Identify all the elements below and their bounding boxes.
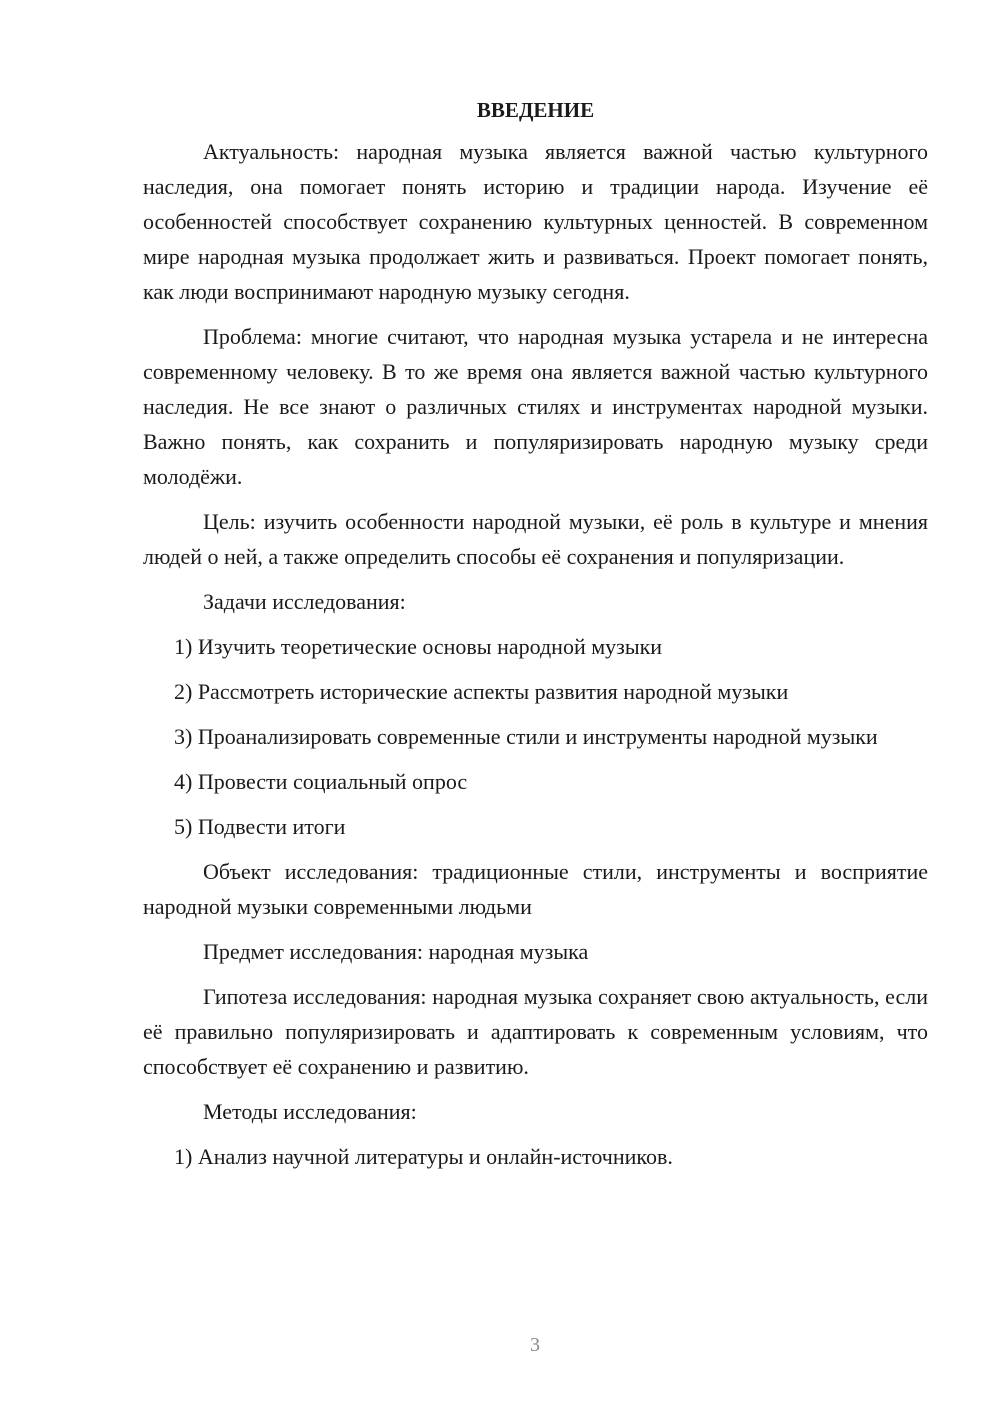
task-item: 2) Рассмотреть исторические аспекты развития народной музыки xyxy=(174,679,789,704)
problem-paragraph: Проблема: многие считают, что народная музыка устарела и не интересна современному человеку. В то же время она является важной частью культурного наследия. Не все знают о различных стилях и инструментах народной музыки. Важно понять, как сохранить и популяризировать народную музыку среди молодёжи. xyxy=(143,324,928,489)
tasks-heading: Задачи исследования: xyxy=(203,589,406,614)
relevance-paragraph: Актуальность: народная музыка является важной частью культурного наследия, она помогает понять историю и традиции народа. Изучение её особенностей способствует сохранению культурных ценностей. В современном мире народная музыка продолжает жить и развиваться. Проект помогает понять, как люди воспринимают народную музыку сегодня. xyxy=(143,139,928,304)
object-paragraph: Объект исследования: традиционные стили, инструменты и восприятие народной музыки современными людьми xyxy=(143,859,928,919)
task-item: 5) Подвести итоги xyxy=(174,814,346,839)
methods-heading: Методы исследования: xyxy=(203,1099,417,1124)
page-content xyxy=(143,96,928,1184)
method-item: 1) Анализ научной литературы и онлайн-источников. xyxy=(174,1144,673,1169)
task-item: 3) Проанализировать современные стили и инструменты народной музыки xyxy=(174,724,878,749)
goal-paragraph: Цель: изучить особенности народной музыки, её роль в культуре и мнения людей о ней, а также определить способы её сохранения и популяризации. xyxy=(143,509,928,569)
hypothesis-paragraph: Гипотеза исследования: народная музыка сохраняет свою актуальность, если её правильно популяризировать и адаптировать к современным условиям, что способствует её сохранению и развитию. xyxy=(143,984,928,1079)
page-number: 3 xyxy=(530,1334,540,1356)
section-title: ВВЕДЕНИЕ xyxy=(476,98,595,122)
task-item: 1) Изучить теоретические основы народной музыки xyxy=(174,634,663,659)
task-item: 4) Провести социальный опрос xyxy=(174,769,468,794)
subject-line: Предмет исследования: народная музыка xyxy=(203,939,589,964)
